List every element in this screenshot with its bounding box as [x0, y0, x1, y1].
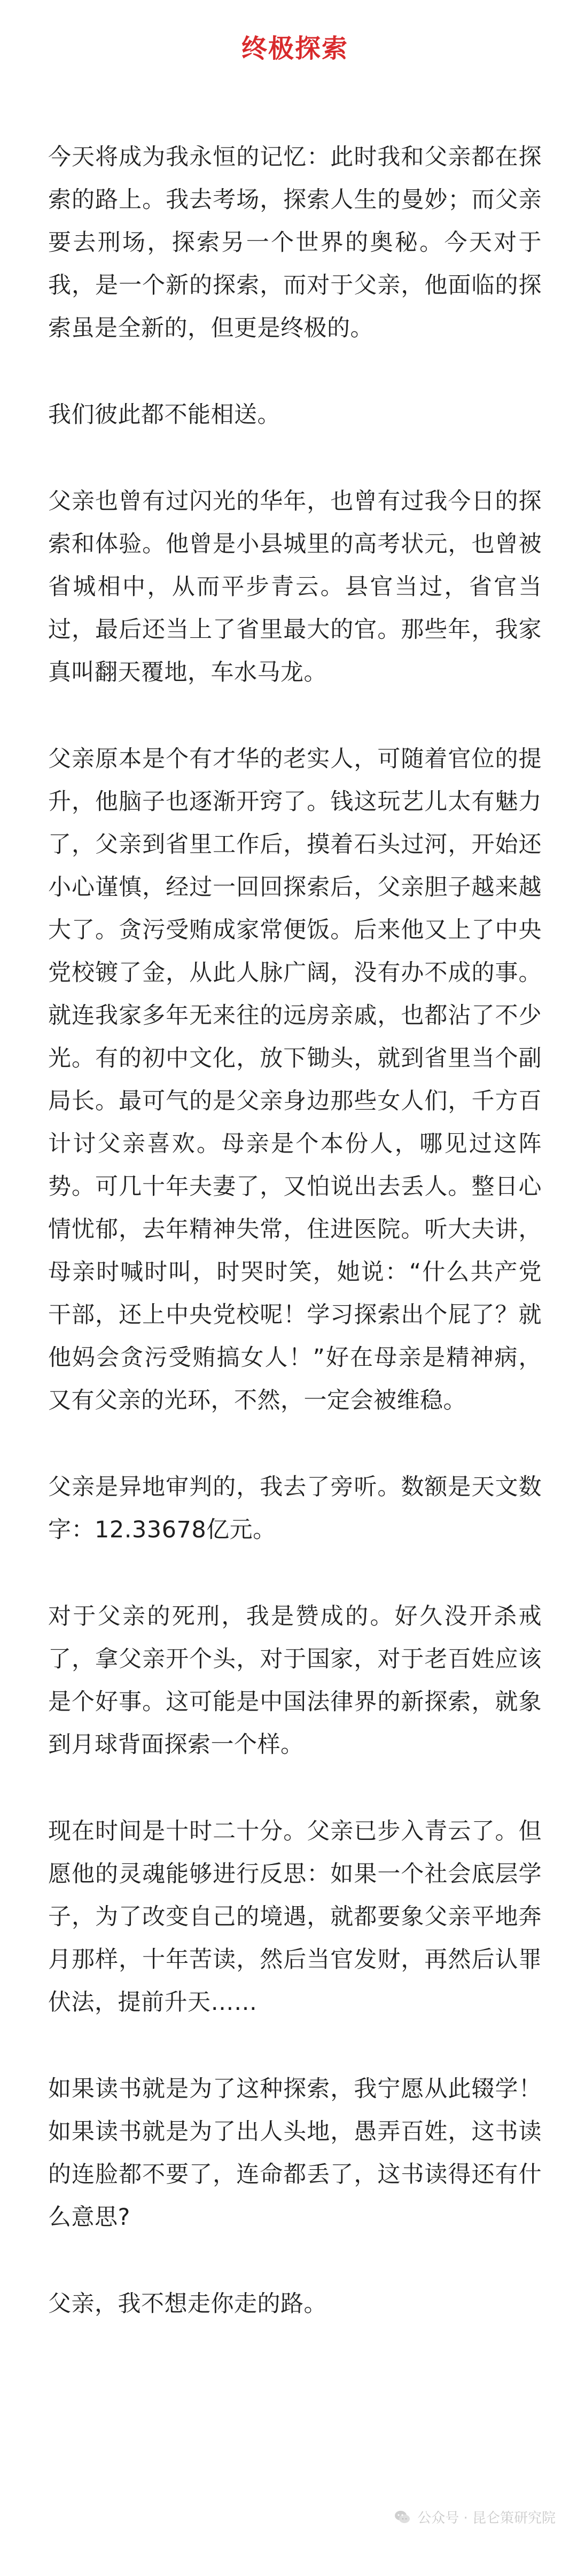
wechat-official-account-icon	[394, 2509, 411, 2526]
paragraph: 父亲原本是个有才华的老实人，可随着官位的提升，他脑子也逐渐开窍了。钱这玩艺儿太有魅力了，父亲到省里工作后，摸着石头过河，开始还小心谨慎，经过一回回探索后，父亲胆子越来越大了。贪污受贿成家常便饭。后来他又上了中央党校镀了金，从此人脉广阔，没有办不成的事。就连我家多年无来往的远房亲戚，也都沾了不少光。有的初中文化，放下锄头，就到省里当个副局长。最可气的是父亲身边那些女人们，千方百计讨父亲喜欢。母亲是个本份人，哪见过这阵势。可几十年夫妻了，又怕说出去丢人。整日心情忧郁，去年精神失常，住进医院。听大夫讲，母亲时喊时叫，时哭时笑，她说：“什么共产党干部，还上中央党校呢！学习探索出个屁了？就他妈会贪污受贿搞女人！”好在母亲是精神病，又有父亲的光环，不然，一定会被维稳。	[48, 746, 542, 1414]
article-title: 终极探索	[241, 34, 348, 64]
paragraph: 现在时间是十时二十分。父亲已步入青云了。但愿他的灵魂能够进行反思：如果一个社会底层学子，为了改变自己的境遇，就都要象父亲平地奔月那样，十年苦读，然后当官发财，再然后认罪伏法，提前升天……	[48, 1818, 542, 2016]
paragraph: 今天将成为我永恒的记忆：此时我和父亲都在探索的路上。我去考场，探索人生的曼妙；而父亲要去刑场，探索另一个世界的奥秘。今天对于我，是一个新的探索，而对于父亲，他面临的探索虽是全新的，但更是终极的。	[48, 144, 542, 342]
paragraph: 父亲也曾有过闪光的华年，也曾有过我今日的探索和体验。他曾是小县城里的高考状元，也曾被省城相中，从而平步青云。县官当过，省官当过，最后还当上了省里最大的官。那些年，我家真叫翻天覆地，车水马龙。	[48, 488, 542, 686]
article-body	[48, 136, 542, 2325]
watermark-text: 公众号 · 昆仑策研究院	[417, 2510, 556, 2526]
paragraph: 对于父亲的死刑，我是赞成的。好久没开杀戒了，拿父亲开个头，对于国家，对于老百姓应该是个好事。这可能是中国法律界的新探索，就象到月球背面探索一个样。	[48, 1603, 542, 1758]
watermark	[394, 2507, 556, 2527]
paragraph: 父亲是异地审判的，我去了旁听。数额是天文数字：12.33678亿元。	[48, 1474, 542, 1543]
paragraph: 我们彼此都不能相送。	[48, 401, 280, 428]
paragraph: 如果读书就是为了这种探索，我宁愿从此辍学！如果读书就是为了出人头地，愚弄百姓，这书读的连脸都不要了，连命都丢了，这书读得还有什么意思?	[48, 2076, 542, 2231]
paragraph: 父亲，我不想走你走的路。	[48, 2291, 327, 2317]
